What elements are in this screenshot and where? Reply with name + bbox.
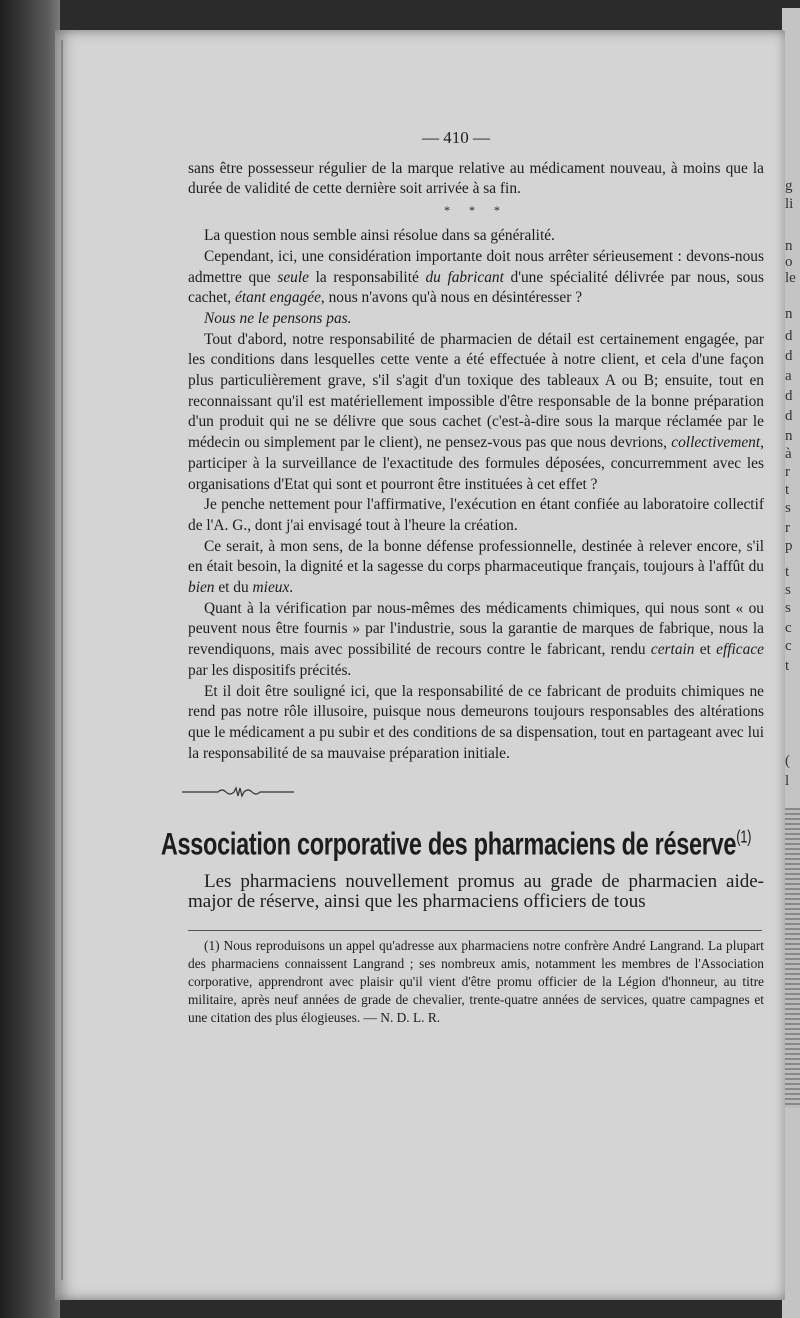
emphasis: bien	[188, 579, 215, 597]
facing-page-fragment: p	[785, 538, 793, 554]
facing-page-fragment: d	[785, 328, 793, 344]
emphasis: du fabricant	[425, 268, 504, 286]
facing-page-fragment: l	[785, 773, 790, 789]
facing-page-fragment: t	[785, 564, 790, 580]
footnote-rule	[188, 930, 762, 931]
facing-page-fragment: g	[785, 178, 793, 194]
facing-page-fragment: s	[785, 600, 791, 616]
facing-page-fragment: o	[785, 254, 793, 270]
facing-page-fragment: t	[785, 658, 790, 674]
paragraph: Je penche nettement pour l'affirmative, l'exécution en étant confiée au laboratoire collectif de l'A. G., dont j'ai envisagé tout à l'heure la création.	[188, 496, 764, 534]
facing-page-fragment: n	[785, 306, 793, 322]
facing-page-fragment: n	[785, 238, 793, 254]
emphasis: collectivement	[671, 434, 761, 452]
page-number: — 410 —	[422, 128, 490, 147]
facing-page-fragment: r	[785, 520, 790, 536]
facing-page-fragment: n	[785, 428, 793, 444]
facing-page-fragment: li	[785, 196, 794, 212]
section-separator: * * *	[444, 203, 508, 218]
page-content	[160, 128, 764, 1027]
facing-page-fragment: le	[785, 270, 796, 286]
paragraph: La question nous semble ainsi résolue dans sa généralité.	[204, 227, 555, 245]
emphasis: seule	[277, 268, 309, 286]
facing-page-fragment: s	[785, 500, 791, 516]
paragraph: Et il doit être souligné ici, que la responsabilité de ce fabricant de produits chimiques ne rend pas notre rôle illusoire, puisque nous demeurons toujours responsables des altérations que le médicament a pu subir et des conditions de sa dispensation, tout en partageant avec lui la responsabilité de sa mauvaise préparation initiale.	[188, 682, 764, 762]
facing-page-fragment: d	[785, 388, 793, 404]
facing-page-fragment: d	[785, 408, 793, 424]
paragraph: Quant à la vérification par nous-mêmes des médicaments chimiques, qui nous sont « ou peuvent nous être fournis » par l'industrie, sous la garantie de marques de fabrique, nous la revendiquons, mais avec possibilité de recours contre le fabricant, rendu certain et efficace par les dispositifs précités.	[188, 599, 764, 679]
facing-page-binding	[784, 808, 800, 1108]
emphasis: efficace	[716, 641, 764, 659]
facing-page-fragment: c	[785, 638, 792, 654]
book-spine	[0, 0, 60, 1318]
paragraph-italic: Nous ne le pensons pas.	[204, 309, 352, 327]
facing-page-fragment: c	[785, 620, 792, 636]
paragraph-continuation: sans être possesseur régulier de la marque relative au médicament nouveau, à moins que la durée de validité de cette dernière soit arrivée à sa fin.	[188, 159, 764, 198]
facing-page-fragment: à	[785, 446, 792, 462]
facing-page-fragment: a	[785, 368, 792, 384]
facing-page-fragment: r	[785, 464, 790, 480]
facing-page-fragment: d	[785, 348, 793, 364]
emphasis: mieux	[252, 579, 290, 597]
facing-page-fragment: (	[785, 753, 790, 769]
section-intro: Les pharmaciens nouvellement promus au grade de pharmacien aide-major de réserve, ainsi que les pharmaciens officiers de tous	[188, 870, 764, 912]
footnote: (1) Nous reproduisons un appel qu'adresse aux pharmaciens notre confrère André Langrand. La plupart des pharmaciens connaissent Langrand ; ses nombreux amis, notamment les membres de l'Association corporative, apprendront avec plaisir qu'il vient d'être promu officier de la Légion d'honneur, au titre militaire, après neuf années de grade de chevalier, trente-quatre années de services, quatre campagnes et une citation des plus élogieuses. — N. D. L. R.	[188, 937, 764, 1025]
paragraph: Tout d'abord, notre responsabilité de pharmacien de détail est certainement engagée, par les conditions dans lesquelles cette vente a été effectuée à notre client, et cela d'une façon plus particulièrement grave, s'il s'agit d'un toxique des tableaux A ou B; ensuite, tout en reconnaissant qu'il est matériellement impossible d'être responsable de la bonne préparation d'un produit qui ne se délivre que sous cachet (c'est-à-dire sous la marque réclamée par le médecin ou simplement par le client), ne pensez-vous pas que nous devrions, collectivement, participer à la surveillance de l'exactitude des formules déposées, concurremment avec les organisations d'Etat qui sont et pourront être instituées à cet effet ?	[188, 330, 764, 493]
paragraph: Ce serait, à mon sens, de la bonne défense professionnelle, destinée à relever encore, s'il en était besoin, la dignité et la sagesse du corps pharmaceutique français, toujours à l'affût du bien et du mieux.	[188, 537, 764, 597]
paragraph: Cependant, ici, une considération importante doit nous arrêter sérieusement : devons-nous admettre que seule la responsabilité du fabricant d'une spécialité délivrée par nous, sous cachet, étant engagée, nous n'avons qu'à nous en désintéresser ?	[188, 247, 764, 307]
ornamental-divider	[178, 782, 298, 802]
facing-page-fragment: t	[785, 482, 790, 498]
footnote-ref: (1)	[736, 826, 752, 847]
facing-page-fragment: s	[785, 582, 791, 598]
emphasis: certain	[650, 641, 695, 659]
section-heading: Association corporative des pharmaciens de réserve$^{(1)}$	[160, 826, 752, 862]
emphasis: étant engagée	[235, 289, 321, 307]
